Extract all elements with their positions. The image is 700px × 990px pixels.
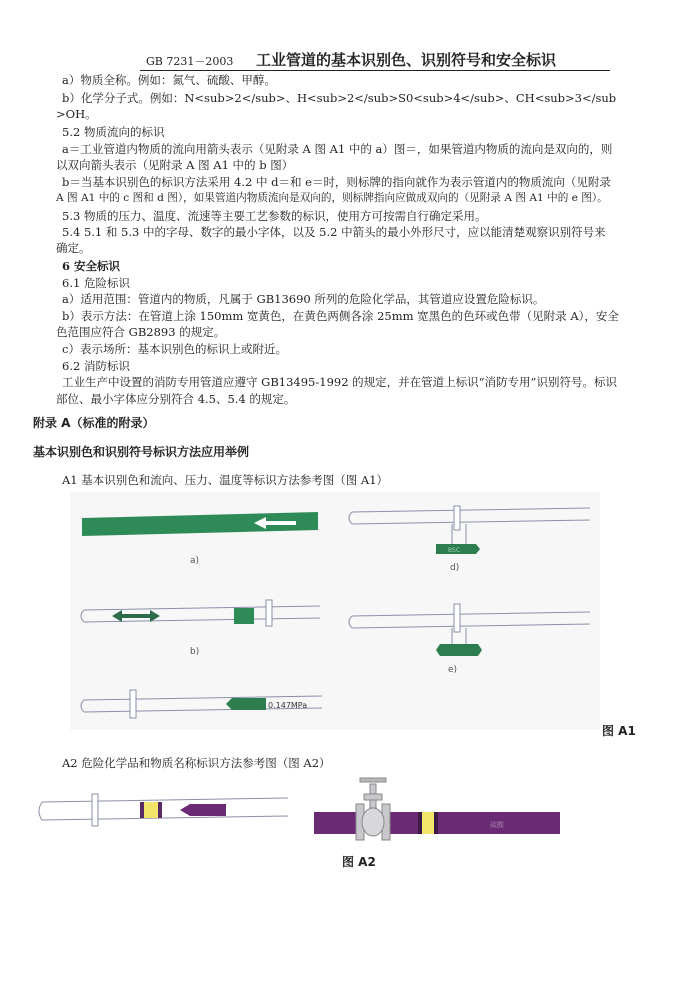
body-line: a）物质全称。例如：氮气、硫酸、甲醇。 xyxy=(62,73,276,87)
panel-e-tag xyxy=(436,644,482,656)
figure-a1-caption: A1 基本识别色和流向、压力、温度等标识方法参考图（图 A1） xyxy=(62,473,389,487)
body-line: b＝当基本识别色的标识方法采用 4.2 中 d＝和 e＝时，则标牌的指向就作为表示管道内的物质流向（见附录 xyxy=(62,175,611,189)
body-line: b）化学分子式。例如：N<sub>2</sub>、H<sub>2</sub>S0<sub>4</sub>、CH<sub>3</sub xyxy=(62,91,617,105)
a2-pipe-text: 硫酸 xyxy=(490,821,504,829)
appendix-subtitle: 基本识别色和识别符号标识方法应用举例 xyxy=(33,445,250,459)
figure-a1 xyxy=(70,492,600,730)
panel-c-pressure-text: 0.147MPa xyxy=(268,701,308,710)
body-line: 5.3 物质的压力、温度、流速等主要工艺参数的标识，使用方可按需自行确定采用。 xyxy=(62,209,487,223)
panel-d-tag-text: BSC xyxy=(448,547,461,554)
figure-a1-label: 图 A1 xyxy=(602,724,636,738)
body-line: A 图 A1 中的 c 图和 d 图），如果管道内物质流向是双向的，则标牌指向应做成双向的（见附录 A 图 A1 中的 e 图）。 xyxy=(56,192,608,204)
body-line: a＝工业管道内物质的流向用箭头表示（见附录 A 图 A1 中的 a）图＝，如果管道内物质的流向是双向的，则 xyxy=(62,142,613,156)
document-title: 工业管道的基本识别色、识别符号和安全标识 xyxy=(256,51,557,69)
section-heading: 6 安全标识 xyxy=(62,259,121,273)
body-line: a）适用范围：管道内的物质，凡属于 GB13690 所列的危险化学品，其管道应设置危险标识。 xyxy=(62,292,545,306)
page-header xyxy=(140,50,610,71)
figure-a2 xyxy=(30,772,570,842)
body-line: b）表示方法：在管道上涂 150mm 宽黄色，在黄色两侧各涂 25mm 宽黑色的色环或色带（见附录 A），安全 xyxy=(62,309,619,323)
appendix-title: 附录 A（标准的附录） xyxy=(33,416,155,430)
body-line: 5.2 物质流向的标识 xyxy=(62,125,165,139)
body-line: 6.2 消防标识 xyxy=(62,359,130,373)
body-line: 确定。 xyxy=(56,241,91,255)
valve-icon xyxy=(356,778,390,840)
panel-e-label: e) xyxy=(448,665,458,675)
panel-b-color-band xyxy=(234,608,254,624)
panel-a-label: a) xyxy=(190,556,200,566)
a2-right-pipe xyxy=(314,812,560,834)
standard-number: GB 7231－2003 xyxy=(146,55,234,68)
a2-black-band-2 xyxy=(158,802,162,818)
body-line: 工业生产中设置的消防专用管道应遵守 GB13495-1992 的规定，并在管道上标识“消防专用”识别符号。标识 xyxy=(62,375,617,389)
body-line: >OH。 xyxy=(56,107,97,121)
panel-d-label: d) xyxy=(450,563,460,573)
body-line: 色范围应符合 GB2893 的规定。 xyxy=(56,325,226,339)
body-line: 以双向箭头表示（见附录 A 图 A1 中的 b 图） xyxy=(56,158,294,172)
a2-yellow-band xyxy=(144,802,158,818)
figure-a2-caption: A2 危险化学品和物质名称标识方法参考图（图 A2） xyxy=(62,756,331,770)
figure-a2-label: 图 A2 xyxy=(342,855,376,869)
a2-black-band-1 xyxy=(140,802,144,818)
body-line: c）表示场所：基本识别色的标识上或附近。 xyxy=(62,342,287,356)
a2-direction-arrow xyxy=(180,804,226,816)
body-line: 5.4 5.1 和 5.3 中的字母、数字的最小字体，以及 5.2 中箭头的最小外形尺寸，应以能清楚观察识别符号来 xyxy=(62,225,606,239)
panel-b-label: b) xyxy=(190,647,200,657)
a2-left-pipe xyxy=(39,794,288,826)
body-line: 6.1 危险标识 xyxy=(62,276,130,290)
panel-c-tag xyxy=(226,698,266,710)
body-line: 部位、最小字体应分别符合 4.5、5.4 的规定。 xyxy=(56,392,296,406)
